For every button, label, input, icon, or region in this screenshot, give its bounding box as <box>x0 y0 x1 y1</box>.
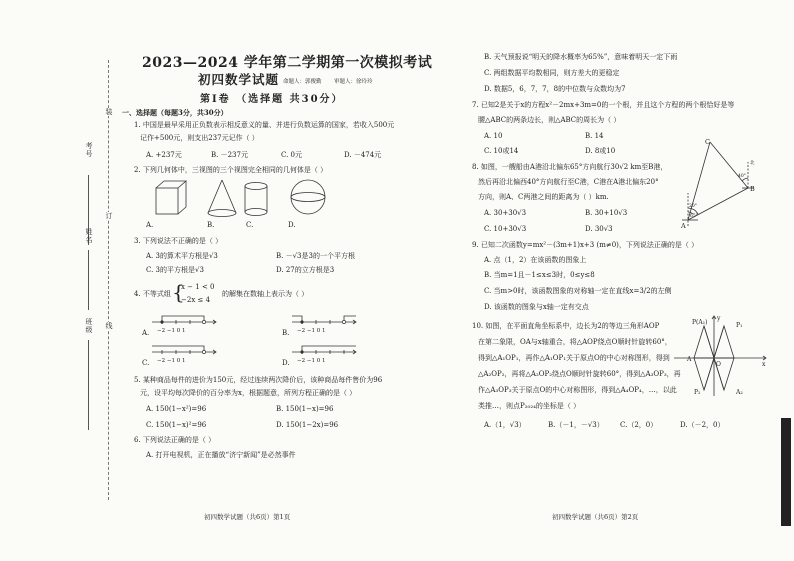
q7-option-c: C. 10或14 <box>484 147 519 155</box>
q8-line3: 方向，则A、C两港之间的距离为（ ）km. <box>478 193 609 201</box>
q4-system-2: −2x ≤ 4 <box>181 296 211 304</box>
q10-line3: 得到△A₁OP₁，再作△A₁OP₁关于原点O的中心对称图形，得到 <box>478 354 670 362</box>
q3-line1: 3. 下列说法不正确的是（ ） <box>134 237 223 245</box>
q10-label-x: x <box>762 361 766 368</box>
q8-option-d: D. 30√3 <box>585 225 613 233</box>
q3-option-c: C. 3的平方根是√3 <box>146 266 204 274</box>
q5-line2: 元，设平均每次降价的百分率为x，根据题意，所列方程正确的是（ ） <box>140 389 357 397</box>
q10-line6: 类推…，则点P₂₀₂₄的坐标是（ ） <box>478 402 581 410</box>
name-blank <box>88 250 89 310</box>
q10-line2: 在第二象限，OA与x轴重合，将△AOP绕点O顺时针旋转60°， <box>478 338 672 346</box>
q4-option-d: D. <box>282 359 290 367</box>
q8-option-c: C. 10+30√3 <box>484 225 527 233</box>
q5-option-c: C. 150(1−x)²=96 <box>146 421 207 429</box>
q3-option-a: A. 3的算术平方根是√3 <box>146 252 218 260</box>
scan-artifact <box>781 418 791 526</box>
class-blank <box>88 340 89 430</box>
q3-option-d: D. 27的立方根是3 <box>276 266 335 274</box>
q9-option-a: A. 点（1，2）在该函数的图象上 <box>484 256 587 264</box>
q8-north-label: 北 <box>750 161 755 166</box>
q10-label-p2: P₂ <box>694 389 701 396</box>
q8-option-a: A. 30+30√3 <box>484 209 527 217</box>
sphere-figure <box>291 180 325 214</box>
q4-ticks-d: −2 −1 0 1 <box>297 358 326 364</box>
q1-option-c: C. 0元 <box>281 151 303 159</box>
q2-option-b: B. <box>207 221 215 229</box>
q4-ticks-a: −2 −1 0 1 <box>157 328 186 334</box>
q6-option-c: C. 两组数据平均数相同，则方差大的更稳定 <box>484 69 620 77</box>
name-label: 姓名 <box>85 228 93 244</box>
q10-diagram <box>670 314 770 398</box>
footer-left: 初四数学试题（共6页）第1页 <box>204 513 291 521</box>
q1-option-a: A. +237元 <box>146 151 182 159</box>
q9-option-d: D. 该函数的图象与x轴一定有交点 <box>484 303 589 311</box>
q10-label-p: P(A₁) <box>692 319 708 326</box>
q8-label-b: B <box>750 185 755 193</box>
q1-line2: 记作+500元，则支出237元记作（ ） <box>140 134 259 142</box>
q4-numberline-c <box>150 344 220 358</box>
q8-label-c: C <box>705 138 710 146</box>
q9-option-c: C. 当m>0时，该函数图象的对称轴一定在直线x=3/2的左侧 <box>484 287 672 295</box>
q10-line4: △A₂OP₂，再将△A₂OP₂绕点O顺时针旋转60°，得到△A₃OP₃，再 <box>478 370 681 378</box>
q5-option-b: B. 150(1−x)=96 <box>276 405 334 413</box>
binding-line <box>108 60 109 500</box>
q7-option-a: A. 10 <box>484 132 503 140</box>
q2-line1: 2. 下列几何体中，三视图的三个视图完全相同的几何体是（ ） <box>134 166 328 174</box>
q2-option-c: C. <box>246 221 254 229</box>
footer-right: 初四数学试题（共6页）第2页 <box>552 513 639 521</box>
q8-angle-65: 65° <box>690 214 698 219</box>
author-1: 命题人：郭俊勤 <box>283 79 322 85</box>
q5-option-a: A. 150(1−x²)=96 <box>146 405 207 413</box>
q8-angle-40: 40° <box>738 174 746 179</box>
q4-brace: { <box>172 280 185 304</box>
q2-solids <box>140 176 350 226</box>
q10-option-b: B.（－1，－√3） <box>548 421 604 429</box>
q4-option-c: C. <box>142 359 150 367</box>
q1-option-b: B. －237元 <box>211 151 248 159</box>
q10-option-d: D.（－2，0） <box>680 421 725 429</box>
q10-line1: 10. 如图，在平面直角坐标系中，边长为2的等边三角形AOP <box>472 322 660 330</box>
exam-subtitle: 初四数学试题 <box>198 72 280 87</box>
q4-option-b: B. <box>282 329 290 337</box>
author-2: 审题人：徐玲玲 <box>334 79 373 85</box>
q8-line1: 8. 如图，一艘船由A港沿北偏东65°方向航行30√2 km至B港， <box>472 163 668 171</box>
q10-label-o: O <box>716 361 721 368</box>
q7-option-b: B. 14 <box>585 132 604 140</box>
q9-option-b: B. 当m=1且－1≤x≤3时，0≤y≤8 <box>484 271 595 279</box>
q6-option-d: D. 数据5，6，7，7，8的中位数与众数均为7 <box>484 85 626 93</box>
q4-numberline-b <box>290 314 360 328</box>
q10-label-a: A <box>687 356 692 363</box>
seal-char-1: 装 <box>105 108 113 116</box>
cone-figure <box>208 180 236 217</box>
q4-ticks-c: −2 −1 0 1 <box>157 358 186 364</box>
q2-option-a: A. <box>146 221 154 229</box>
seal-char-3: 线 <box>105 322 113 330</box>
q7-line2: 腰△ABC的两条边长，则△ABC的周长为（ ） <box>478 116 621 124</box>
cube-figure <box>156 181 186 214</box>
q10-line5: 作△A₃OP₃关于原点O的中心对称图形，得到△A₄OP₄，…，以此 <box>478 386 677 394</box>
q7-option-d: D. 8或10 <box>585 147 616 155</box>
exam-no-label: 考号 <box>85 142 93 158</box>
q10-label-a2: A₂ <box>736 389 743 396</box>
exam-title: 2023—2024 学年第二学期第一次模拟考试 <box>142 55 433 71</box>
q8-label-a: A <box>681 222 686 230</box>
q6-line1: 6. 下列说法正确的是（ ） <box>134 436 216 444</box>
section-title: 第Ⅰ卷 （选择题 共30分） <box>200 94 344 105</box>
q4-numberline-a <box>150 314 220 328</box>
q5-line1: 5. 某种商品每件的进价为150元，经过连续两次降价后，该种商品每件售价为96 <box>134 376 383 384</box>
q1-option-d: D. －474元 <box>344 151 382 159</box>
q6-option-b: B. 天气预报说“明天的降水概率为65%”，意味着明天一定下雨 <box>484 53 678 61</box>
q7-line1: 7. 已知2是关于x的方程x²－2mx+3m=0的一个根，并且这个方程的两个根恰好是等 <box>472 101 735 109</box>
section-instructions: 一、选择题（每题3分，共30分） <box>122 108 228 117</box>
cylinder-figure <box>245 183 267 216</box>
q4-option-a: A. <box>142 329 150 337</box>
q4-suffix: 的解集在数轴上表示为（ ） <box>222 290 309 298</box>
q4-numberline-d <box>290 344 360 358</box>
q5-option-d: D. 150(1−2x)=96 <box>276 421 339 429</box>
q10-label-p1: P₁ <box>736 322 743 329</box>
class-label: 班级 <box>85 318 93 334</box>
q6-option-a: A. 打开电视机，正在播放“济宁新闻”是必然事件 <box>146 451 296 459</box>
q8-option-b: B. 30+10√3 <box>585 209 628 217</box>
q8-line2: 然后再沿北偏西40°方向航行至C港，C港在A港北偏东20° <box>478 178 659 186</box>
q4-system-1: x − 1 < 0 <box>181 283 215 291</box>
q4-ticks-b: −2 −1 0 1 <box>297 328 326 334</box>
q8-diagram <box>668 138 760 230</box>
q4-prefix: 4. 不等式组 <box>134 290 171 298</box>
q10-option-a: A.（1，√3） <box>484 421 526 429</box>
q1-line1: 1. 中国是最早采用正负数表示相反意义的量、并进行负数运算的国家，若收入500元 <box>134 121 395 129</box>
q9-line1: 9. 已知二次函数y=mx²－(3m+1)x+3 (m≠0)，下列说法正确的是（ ） <box>472 241 699 249</box>
seal-char-2: 订 <box>105 212 113 220</box>
q2-option-d: D. <box>288 221 296 229</box>
q10-option-c: C.（2，0） <box>620 421 658 429</box>
q8-angle-20: 20° <box>689 204 697 209</box>
q3-option-b: B. －√3是3的一个平方根 <box>276 252 355 260</box>
q10-label-y: y <box>717 315 721 322</box>
